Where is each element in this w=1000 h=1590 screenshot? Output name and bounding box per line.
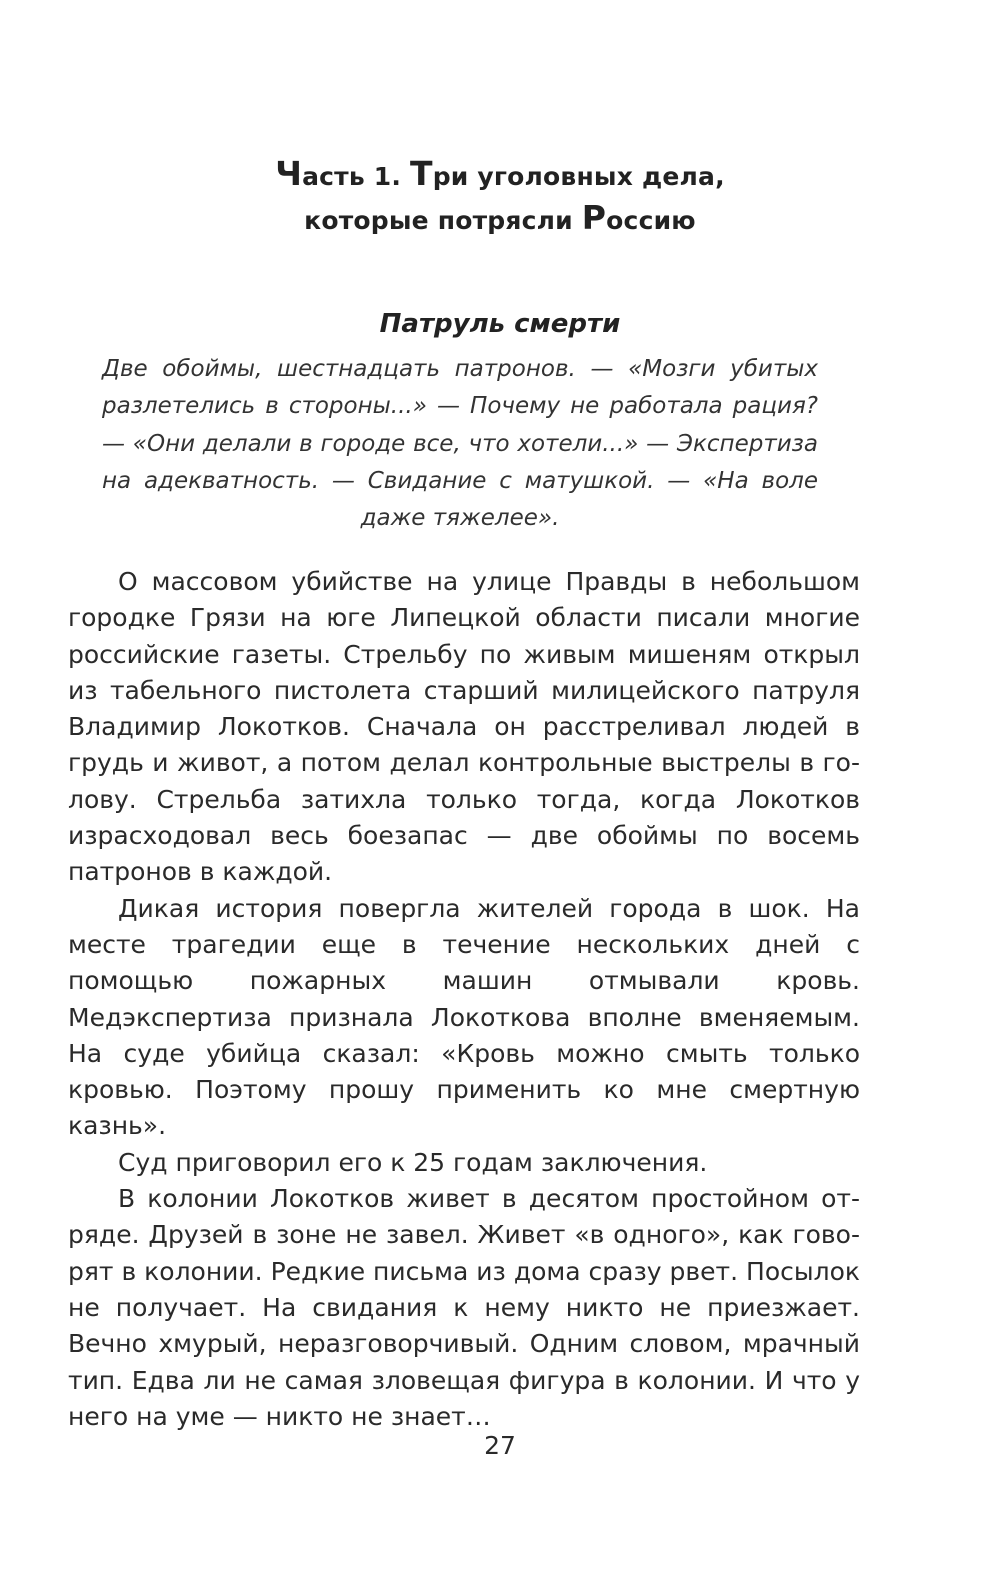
paragraph: Дикая история повергла жителей города в шок. На месте трагедии еще в течение нескольких дней с помощью пожарных машин отмывали кровь. Медэкспертиза признала Локоткова вполне вменяемым. На суде убийца сказал: «Кровь можно смыть только кровью. Поэтому прошу применить ко мне смертную казнь». xyxy=(68,893,860,1141)
part-title-line-2: которые потрясли Россию xyxy=(304,198,696,237)
part-title-line-1: Часть 1. Три уголовных дела, xyxy=(275,154,725,193)
paragraph: В колонии Локотков живет в десятом простойном отряде. Друзей в зоне не завел. Живет «в одного», как говорят в колонии. Редкие письма из дома сразу рвет. Посылок не получает. На свидания к нему никто не приезжает. Вечно хмурый, неразговорчивый. Одним словом, мрачный тип. Едва ли не самая зловещая фигура в колонии. И что у него на уме — никто не знает… xyxy=(68,1184,860,1431)
epigraph: Две обоймы, шестнадцать патронов. — «Мозги убитых разлетелись в стороны...» — Почему не работала рация? — «Они делали в городе все, что хотели...» — Экспертиза на адекватность. — Свидание с матушкой. — «На воле даже тяжелее». xyxy=(102,356,818,532)
section-title: Патруль смерти xyxy=(379,309,621,339)
paragraph: О массовом убийстве на улице Правды в небольшом городке Грязи на юге Липецкой области писали многие российские газеты. Стрельбу по живым мишеням открыл из табельного пистолета старший милицейского патруля Владимир Локотков. Сначала он расстреливал людей в грудь и живот, а потом делал контрольные выстрелы в голову. Стрельба затихла только тогда, когда Локотков израсходовал весь боезапас — две обоймы по восемь патронов в каждой. xyxy=(68,567,860,887)
paragraph: Суд приговорил его к 25 годам заключения. xyxy=(118,1147,708,1177)
page-number: 27 xyxy=(484,1431,516,1460)
body-text xyxy=(68,564,860,1435)
part-title xyxy=(100,153,900,241)
